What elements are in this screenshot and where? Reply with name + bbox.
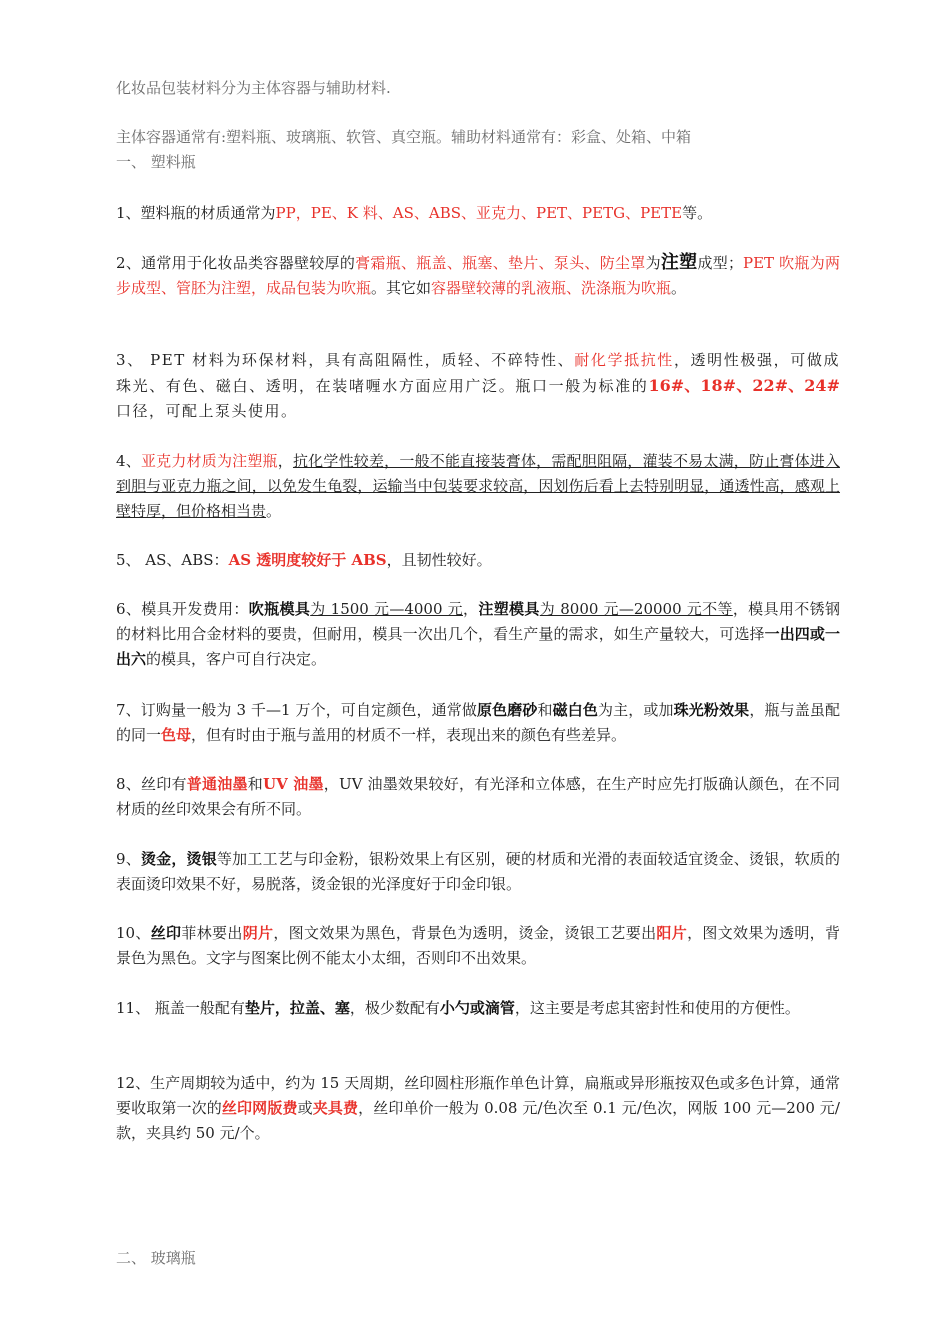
paragraph-5 — [116, 548, 840, 573]
text-run: ， — [277, 452, 293, 470]
text-run: ，透明性极强，可做成珠光、有色、磁白、透明，在装啫喱水方面应用广泛。瓶口一般为标准的 — [116, 351, 840, 395]
intro-line-1: 化妆品包装材料分为主体容器与辅助材料. — [116, 79, 391, 97]
highlight-materials: PP，PE、K 料、AS、ABS、亚克力、PET、PETG、PETE — [275, 204, 683, 222]
text-run: ，瓶与盖虽配的同一 — [116, 701, 840, 744]
text-run: ，图文效果为透明，背景色为黑色。文字与图案比例不能太小太细，否则印不出效果。 — [116, 924, 840, 967]
highlight-uv-ink: UV 油墨 — [263, 775, 324, 793]
paragraph-8 — [116, 772, 840, 822]
underlined-injection-cost: 为 8000 元—20000 元不等 — [539, 600, 733, 618]
intro-line-2: 主体容器通常有:塑料瓶、玻璃瓶、软管、真空瓶。辅助材料通常有：彩盒、处箱、中箱 — [116, 128, 692, 146]
highlight-thin-bottles: 容器壁较薄的乳液瓶、洗涤瓶为吹瓶 — [431, 279, 672, 297]
highlight-normal-ink: 普通油墨 — [186, 775, 248, 793]
paragraph-3 — [116, 348, 840, 424]
text-run: 10、 — [116, 924, 151, 942]
text-run: 和 — [537, 701, 553, 719]
paragraph-12 — [116, 1071, 840, 1146]
highlight-injection-items: 膏霜瓶、瓶盖、瓶塞、垫片、泵头、防尘罩 — [355, 254, 646, 272]
text-run: 7、订购量一般为 3 千—1 万个，可自定颜色，通常做 — [116, 701, 477, 719]
highlight-positive-film: 阳片 — [656, 924, 688, 942]
text-run: 为 — [645, 254, 661, 272]
paragraph-7 — [116, 698, 840, 748]
text-run: ，这主要是考虑其密封性和使用的方便性。 — [514, 999, 800, 1017]
text-run: 6、模具开发费用： — [116, 600, 249, 618]
text-run: 等。 — [682, 204, 713, 222]
underlined-blow-cost: 为 1500 元—4000 元 — [310, 600, 463, 618]
text-run: 成型； — [697, 254, 744, 272]
highlight-chemical-resistance: 耐化学抵抗性 — [574, 351, 674, 369]
underlined-acrylic-notes: 抗化学性较差，一般不能直接装膏体，需配胆阻隔，灌装不易太满，防止膏体进入到胆与亚克力瓶之间，以免发生龟裂，运输当中包装要求较高，因划伤后看上去特别明显，通透性高，感观上壁特厚，但价格相当贵 — [116, 452, 840, 520]
text-run: 菲林要出 — [181, 924, 243, 942]
emphasis-cavity: 一出四或一出六 — [116, 625, 840, 668]
text-run: ，模具用不锈钢的材料比用合金材料的要贵，但耐用，模具一次出几个，看生产量的需求，如生产量较大，可选择 — [116, 600, 840, 643]
emphasis-silkscreen: 丝印 — [150, 924, 182, 942]
text-run: 1、塑料瓶的材质通常为 — [116, 204, 276, 222]
highlight-negative-film: 阴片 — [242, 924, 274, 942]
highlight-neck-sizes: 16#、18#、22#、24# — [648, 376, 840, 395]
text-run: ，UV 油墨效果较好，有光泽和立体感，在生产时应先打版确认颜色，在不同材质的丝印效果会有所不同。 — [116, 775, 840, 818]
text-run: 11、 瓶盖一般配有 — [116, 999, 245, 1017]
emphasis-pearl: 珠光粉效果 — [673, 701, 750, 719]
emphasis-frosted: 原色磨砂 — [476, 701, 538, 719]
text-run: 。 — [671, 279, 687, 297]
highlight-acrylic: 亚克力材质为注塑瓶 — [140, 452, 278, 470]
highlight-as-vs-abs: AS 透明度较好于 ABS — [228, 551, 387, 569]
paragraph-10 — [116, 921, 840, 971]
emphasis-hot-stamping: 烫金，烫银 — [140, 850, 217, 868]
paragraph-9 — [116, 847, 840, 897]
text-run: 口径，可配上泵头使用。 — [116, 402, 298, 420]
section-heading-plastic: 一、 塑料瓶 — [116, 153, 196, 171]
highlight-fixture-fee: 夹具费 — [312, 1099, 359, 1117]
text-run: 或 — [297, 1099, 313, 1117]
text-run: 的模具，客户可自行决定。 — [146, 650, 327, 668]
text-run: 8、丝印有 — [116, 775, 187, 793]
text-run: ，丝印单价一般为 0.08 元/色次至 0.1 元/色次，网版 100 元—200 元/款，夹具约 50 元/个。 — [116, 1099, 840, 1142]
emphasis-cap-parts: 垫片，拉盖、塞 — [244, 999, 350, 1017]
paragraph-1 — [116, 201, 840, 226]
text-run: ，图文效果为黑色，背景色为透明，烫金，烫银工艺要出 — [273, 924, 657, 942]
emphasis-injection-mold: 注塑模具 — [478, 600, 540, 618]
emphasis-injection: 注塑 — [660, 252, 698, 273]
text-run: ， — [462, 600, 479, 618]
text-run: 4、 — [116, 452, 141, 470]
text-run: 3、 PET 材料为环保材料，具有高阻隔性，质轻、不碎特性、 — [116, 351, 575, 369]
text-run: ，但有时由于瓶与盖用的材质不一样，表现出来的颜色有些差异。 — [191, 726, 627, 744]
paragraph-2 — [116, 250, 840, 301]
text-run: ，极少数配有 — [349, 999, 440, 1017]
text-run: 12、生产周期较为适中，约为 15 天周期，丝印圆柱形瓶作单色计算，扁瓶或异形瓶按双色或多色计算，通常要收取第一次的 — [116, 1074, 840, 1117]
text-run: 为主，或加 — [598, 701, 674, 719]
highlight-pet-blow: PET 吹瓶为两步成型、管胚为注塑，成品包装为吹瓶 — [116, 254, 840, 297]
text-run: 和 — [247, 775, 264, 793]
text-run: 。其它如 — [371, 279, 432, 297]
paragraph-6 — [116, 597, 840, 672]
text-run: 9、 — [116, 850, 141, 868]
section-heading-glass: 二、 玻璃瓶 — [116, 1249, 196, 1267]
highlight-masterbatch: 色母 — [161, 726, 192, 744]
emphasis-blow-mold: 吹瓶模具 — [248, 600, 311, 618]
text-run: 5、 AS、ABS： — [116, 551, 229, 569]
emphasis-porcelain-white: 磁白色 — [552, 701, 599, 719]
text-run: 2、通常用于化妆品类容器壁较厚的 — [116, 254, 356, 272]
text-run: 等加工工艺与印金粉，银粉效果上有区别，硬的材质和光滑的表面较适宜烫金、烫银，软质的表面烫印效果不好，易脱落，烫金银的光泽度好于印金印银。 — [116, 850, 840, 893]
paragraph-4 — [116, 449, 840, 524]
text-run: 。 — [266, 502, 282, 520]
emphasis-spoon-dropper: 小勺或滴管 — [439, 999, 515, 1017]
paragraph-11 — [116, 996, 840, 1021]
highlight-screen-fee: 丝印网版费 — [221, 1099, 298, 1117]
text-run: ，且韧性较好。 — [386, 551, 492, 569]
